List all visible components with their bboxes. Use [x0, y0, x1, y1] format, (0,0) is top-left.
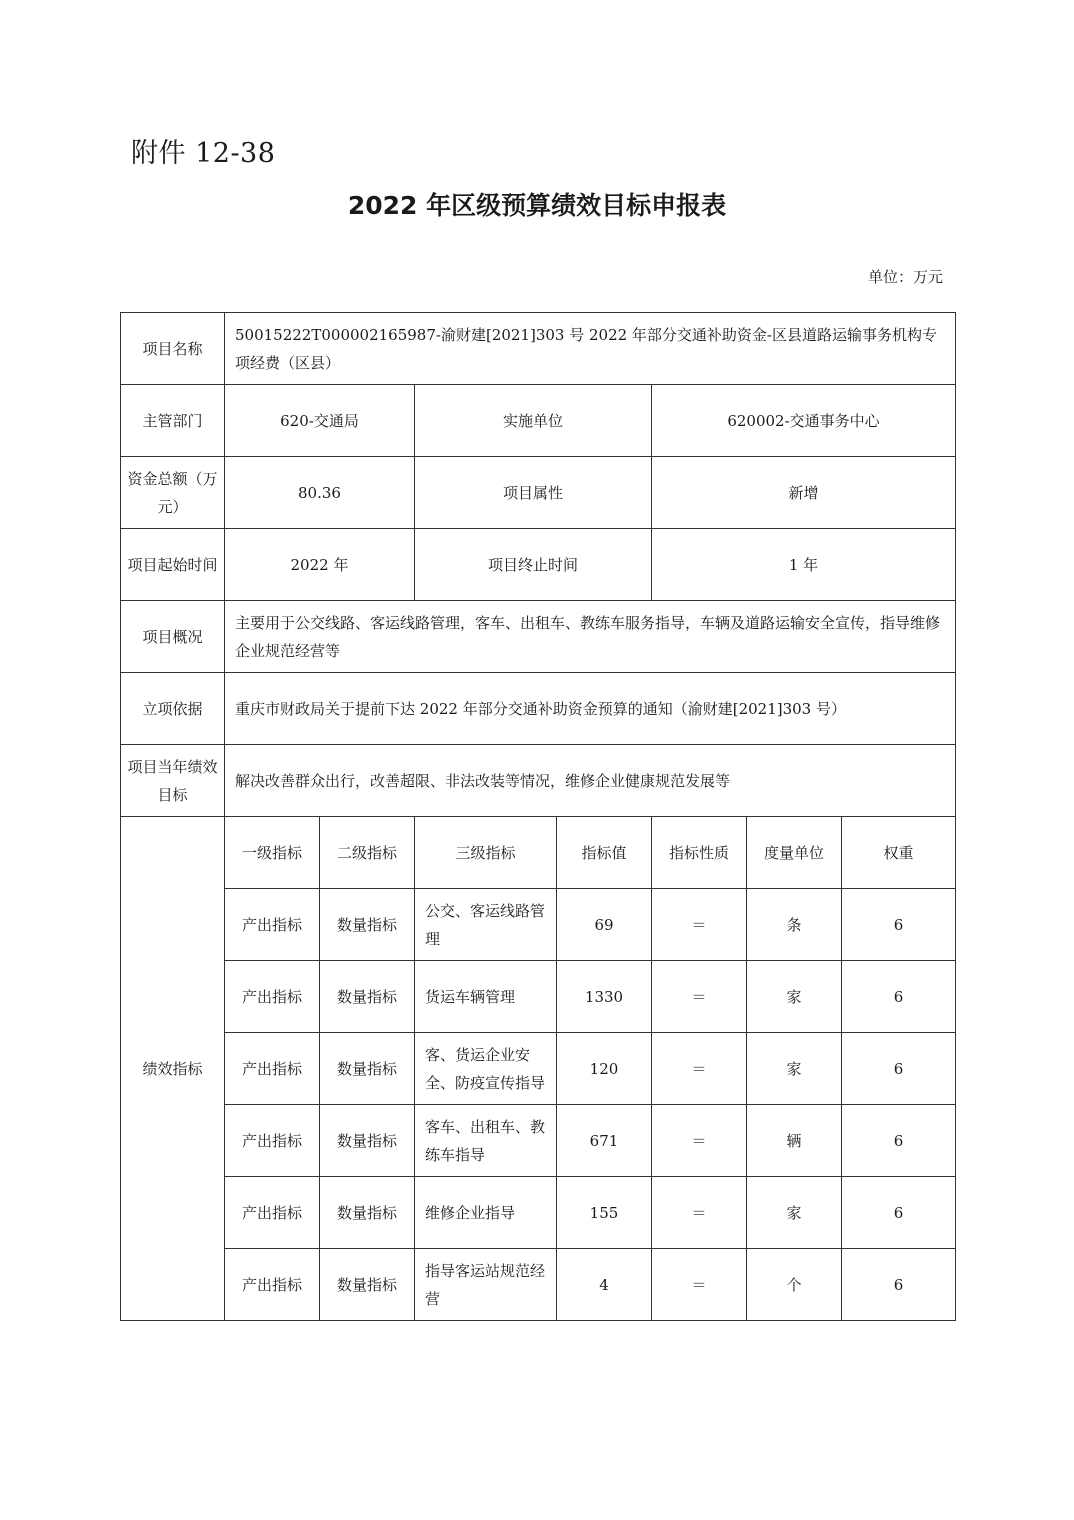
page-title: 2022 年区级预算绩效目标申报表: [347, 191, 727, 220]
dept-label: 主管部门: [121, 385, 225, 457]
unit-cell: 条: [747, 889, 842, 961]
value-cell: 671: [557, 1105, 652, 1177]
indicator-row: [121, 1177, 956, 1249]
level3-cell: 客、货运企业安全、防疫宣传指导: [415, 1033, 557, 1105]
value-cell: 1330: [557, 961, 652, 1033]
value-cell: 4: [557, 1249, 652, 1321]
level1-cell: 产出指标: [225, 961, 320, 1033]
level2-cell: 数量指标: [320, 1105, 415, 1177]
level3-cell: 货运车辆管理: [415, 961, 557, 1033]
nature-cell: ＝: [652, 889, 747, 961]
unit-cell: 家: [747, 1177, 842, 1249]
level3-cell: 指导客运站规范经营: [415, 1249, 557, 1321]
start-value: 2022 年: [225, 529, 415, 601]
level2-cell: 数量指标: [320, 1177, 415, 1249]
weight-cell: 6: [842, 961, 956, 1033]
nature-cell: ＝: [652, 961, 747, 1033]
level3-cell: 维修企业指导: [415, 1177, 557, 1249]
fund-label: 资金总额（万元）: [121, 457, 225, 529]
nature-cell: ＝: [652, 1033, 747, 1105]
value-cell: 69: [557, 889, 652, 961]
indicator-row: [121, 1033, 956, 1105]
level2-cell: 数量指标: [320, 1249, 415, 1321]
level1-cell: 产出指标: [225, 1105, 320, 1177]
header-value: 指标值: [557, 817, 652, 889]
nature-cell: ＝: [652, 1177, 747, 1249]
level2-cell: 数量指标: [320, 889, 415, 961]
weight-cell: 6: [842, 1177, 956, 1249]
level3-cell: 客车、出租车、教练车指导: [415, 1105, 557, 1177]
header-weight: 权重: [842, 817, 956, 889]
row-fund: [121, 457, 956, 529]
fund-value: 80.36: [225, 457, 415, 529]
level1-cell: 产出指标: [225, 1249, 320, 1321]
indicator-row: [121, 961, 956, 1033]
weight-cell: 6: [842, 1249, 956, 1321]
header-level2: 二级指标: [320, 817, 415, 889]
overview-value: 主要用于公交线路、客运线路管理，客车、出租车、教练车服务指导，车辆及道路运输安全宣传，指导维修企业规范经营等: [225, 601, 956, 673]
project-name-value: 50015222T000002165987-渝财建[2021]303 号 2022 年部分交通补助资金-区县道路运输事务机构专项经费（区县）: [225, 313, 956, 385]
level2-cell: 数量指标: [320, 1033, 415, 1105]
nature-cell: ＝: [652, 1105, 747, 1177]
indicator-header-row: [121, 817, 956, 889]
indicator-row: [121, 1249, 956, 1321]
weight-cell: 6: [842, 889, 956, 961]
row-basis: [121, 673, 956, 745]
basis-value: 重庆市财政局关于提前下达 2022 年部分交通补助资金预算的通知（渝财建[2021]303 号）: [225, 673, 956, 745]
row-time: [121, 529, 956, 601]
unit-cell: 个: [747, 1249, 842, 1321]
unit-label: 单位：万元: [867, 268, 943, 286]
indicator-row: [121, 1105, 956, 1177]
attr-value: 新增: [652, 457, 956, 529]
row-dept: [121, 385, 956, 457]
goal-label: 项目当年绩效目标: [121, 745, 225, 817]
overview-label: 项目概况: [121, 601, 225, 673]
end-label: 项目终止时间: [415, 529, 652, 601]
value-cell: 120: [557, 1033, 652, 1105]
goal-value: 解决改善群众出行，改善超限、非法改装等情况，维修企业健康规范发展等: [225, 745, 956, 817]
attr-label: 项目属性: [415, 457, 652, 529]
row-overview: [121, 601, 956, 673]
impl-value: 620002-交通事务中心: [652, 385, 956, 457]
weight-cell: 6: [842, 1105, 956, 1177]
indicators-section-label: 绩效指标: [121, 817, 225, 1321]
weight-cell: 6: [842, 1033, 956, 1105]
value-cell: 155: [557, 1177, 652, 1249]
level1-cell: 产出指标: [225, 1033, 320, 1105]
unit-cell: 辆: [747, 1105, 842, 1177]
indicator-row: [121, 889, 956, 961]
level3-cell: 公交、客运线路管理: [415, 889, 557, 961]
level2-cell: 数量指标: [320, 961, 415, 1033]
basis-label: 立项依据: [121, 673, 225, 745]
level1-cell: 产出指标: [225, 1177, 320, 1249]
performance-goal-table: [120, 312, 956, 1321]
header-level3: 三级指标: [415, 817, 557, 889]
row-project-name: [121, 313, 956, 385]
start-label: 项目起始时间: [121, 529, 225, 601]
project-name-label: 项目名称: [121, 313, 225, 385]
impl-label: 实施单位: [415, 385, 652, 457]
unit-cell: 家: [747, 1033, 842, 1105]
header-level1: 一级指标: [225, 817, 320, 889]
level1-cell: 产出指标: [225, 889, 320, 961]
dept-value: 620-交通局: [225, 385, 415, 457]
header-unit: 度量单位: [747, 817, 842, 889]
header-nature: 指标性质: [652, 817, 747, 889]
attachment-label: 附件 12-38: [131, 138, 276, 169]
unit-cell: 家: [747, 961, 842, 1033]
row-goal: [121, 745, 956, 817]
nature-cell: ＝: [652, 1249, 747, 1321]
end-value: 1 年: [652, 529, 956, 601]
